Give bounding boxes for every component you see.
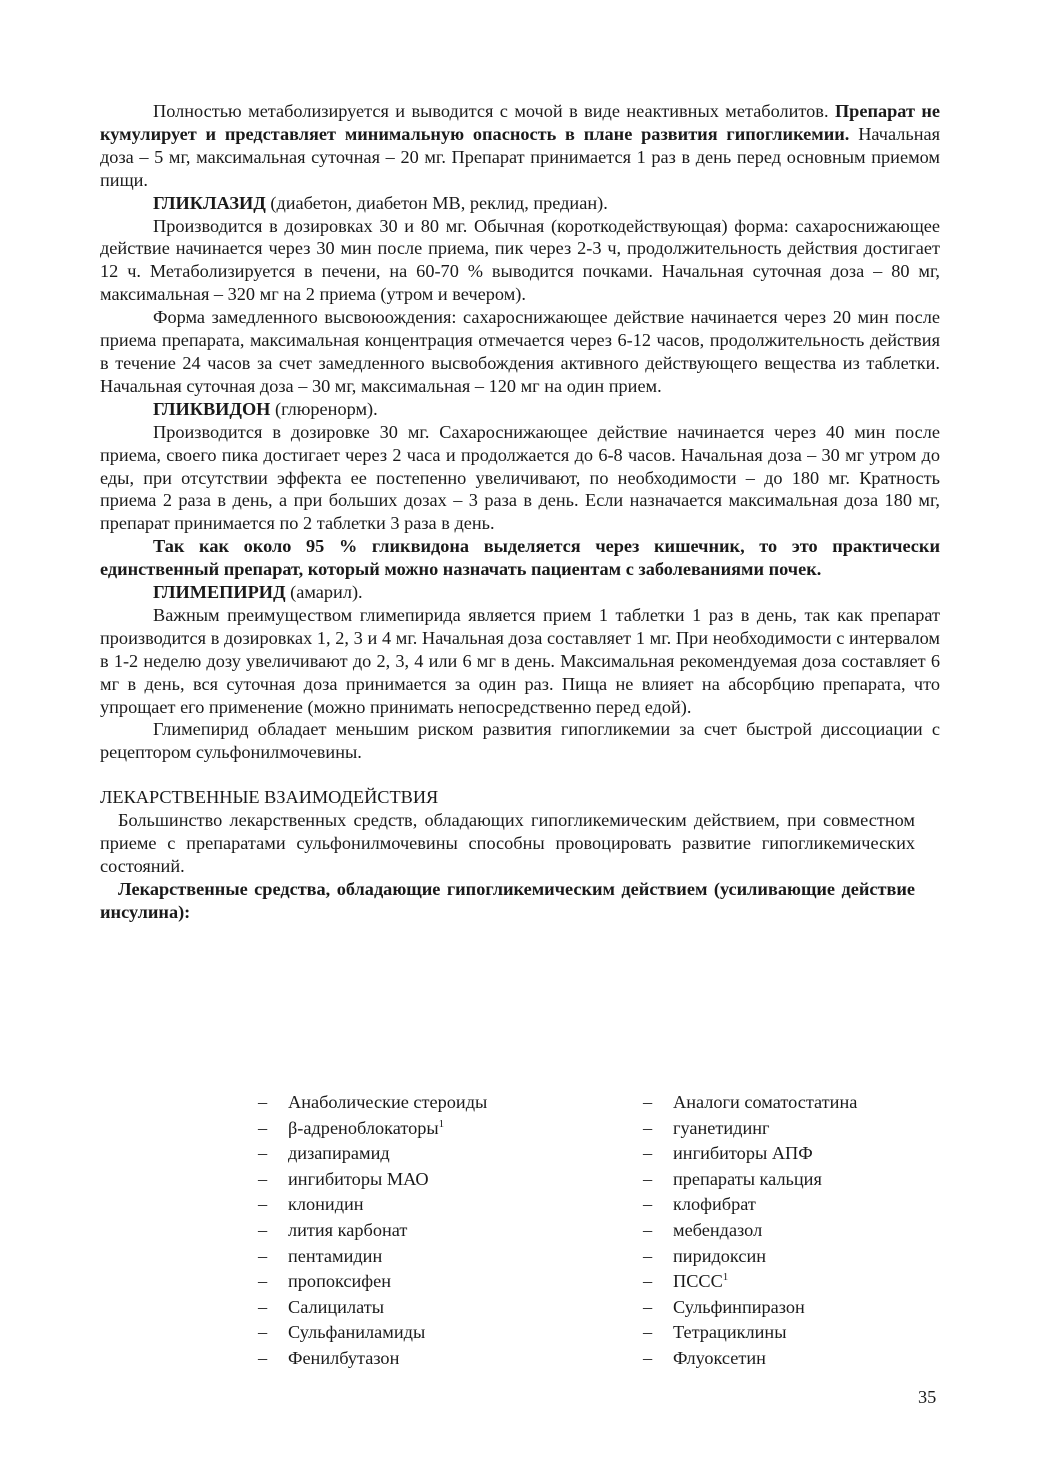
drug-list-item bbox=[643, 1244, 857, 1270]
list-dash: – bbox=[643, 1296, 653, 1317]
list-dash: – bbox=[643, 1271, 653, 1292]
drug-name: Флуоксетин bbox=[673, 1347, 766, 1368]
drug-name: ПССС bbox=[673, 1271, 723, 1292]
paragraph-gliquidone-dosage: Производится в дозировке 30 мг. Сахароснижающее действие начинается через 40 мин после приема, своего пика достигает через 2 часа и продолжается до 6-8 часов. Начальная доза – 30 мг утром до еды, при отсутствии эффекта ее постепенно увеличивают, по необходимости – до 180 мг. Кратность приема 2 раза в день, а при больших дозах – 3 раза в день. Если назначается максимальная доза 180 мг, препарат принимается по 2 таблетки 3 раза в день. bbox=[100, 421, 940, 534]
paragraph-gliclazide-mr: Форма замедленного высвоюождения: сахароснижающее действие начинается через 20 мин после приема препарата, максимальная концентрация отмечается через 6-12 часов, продолжительность действия в течение 24 часов за счет замедленного высвобождения активного действующего вещества из таблетки. Начальная суточная доза – 30 мг, максимальная – 120 мг на один прием. bbox=[100, 307, 940, 396]
paragraph-gliclazide-dosage: Производится в дозировках 30 и 80 мг. Обычная (короткодействующая) форма: сахароснижающее действие начинается через 30 мин после приема, пик через 2-3 ч, продолжительность действия достигает 12 ч. Метаболизируется в печени, на 60-70 % выводится почками. Начальная суточная доза – 80 мг, максимальная – 320 мг на 2 приема (утром и вечером). bbox=[100, 215, 940, 305]
drug-list-item bbox=[643, 1090, 857, 1116]
drug-list-item bbox=[643, 1218, 857, 1244]
drug-name: пропоксифен bbox=[288, 1271, 392, 1292]
list-dash: – bbox=[643, 1347, 653, 1368]
drug-list-item bbox=[258, 1116, 487, 1142]
gliquidone-heading bbox=[100, 398, 940, 421]
list-dash: – bbox=[258, 1143, 268, 1164]
drug-list-right bbox=[643, 1090, 857, 1372]
drug-list-item bbox=[643, 1269, 857, 1295]
metabolism-bold-text: Препарат не кумулирует и представляет минимальную опасность в плане развития гипогликемии. bbox=[100, 101, 940, 144]
glimepiride-heading bbox=[100, 581, 940, 604]
paragraph-metabolism bbox=[100, 100, 940, 192]
body-text bbox=[100, 100, 940, 924]
drug-list-item bbox=[258, 1269, 487, 1295]
dosage-text: Начальная доза – 5 мг, максимальная суточная – 20 мг. Препарат принимается 1 раз в день перед основным приемом пищи. bbox=[100, 123, 941, 190]
list-dash: – bbox=[258, 1296, 268, 1317]
drug-name: Аналоги соматостатина bbox=[673, 1092, 858, 1112]
list-dash: – bbox=[258, 1092, 268, 1112]
drug-name: пиридоксин bbox=[673, 1245, 767, 1266]
footnote-marker: 1 bbox=[722, 1271, 729, 1284]
drug-list-item bbox=[643, 1116, 857, 1142]
gliquidone-name: ГЛИКВИДОН bbox=[153, 398, 271, 419]
section-title-interactions: ЛЕКАРСТВЕННЫЕ ВЗАИМОДЕЙСТВИЯ bbox=[100, 787, 439, 808]
drug-name: Фенилбутазон bbox=[288, 1347, 400, 1368]
drug-list-item bbox=[643, 1295, 857, 1321]
footnote-marker: 1 bbox=[438, 1117, 445, 1130]
drug-list-item bbox=[258, 1090, 487, 1116]
paragraph-interactions: Большинство лекарственных средств, обладающих гипогликемическим действием, при совместном приеме с препаратами сульфонилмочевины способны провоцировать развитие гипогликемических состояний. bbox=[100, 810, 915, 876]
list-dash: – bbox=[643, 1168, 653, 1189]
list-dash: – bbox=[258, 1117, 268, 1138]
list-dash: – bbox=[258, 1194, 268, 1215]
glimepiride-aliases: (амарил). bbox=[285, 582, 363, 603]
glimepiride-name: ГЛИМЕПИРИД bbox=[153, 582, 286, 603]
paragraph-gliquidone-kidney bbox=[100, 535, 940, 581]
paragraph-hypoglycemic-heading bbox=[100, 878, 915, 924]
gliclazide-name: ГЛИКЛАЗИД bbox=[153, 192, 266, 213]
paragraph-glimepiride-dosage: Важным преимуществом глимепирида является прием 1 таблетки 1 раз в день, так как препарат производится в дозировках 1, 2, 3 и 4 мг. Начальная доза составляет 1 мг. При необходимости с интервалом в 1-2 неделю дозу увеличивают до 2, 3, 4 или 6 мг в день. Максимальная рекомендуемая доза составляет 6 мг в день, вся суточная доза принимается за один раз. Пища не влияет на абсорбцию препарата, что упрощает его применение (можно принимать непосредственно перед едой). bbox=[100, 604, 940, 717]
list-dash: – bbox=[643, 1245, 653, 1266]
drug-list-item bbox=[258, 1218, 487, 1244]
drug-list-item bbox=[643, 1346, 857, 1372]
gliclazide-heading bbox=[100, 192, 940, 215]
drug-name: Салицилаты bbox=[288, 1296, 384, 1317]
drug-name: лития карбонат bbox=[288, 1219, 408, 1240]
drug-name: гуанетидинг bbox=[673, 1117, 770, 1138]
drug-name: пентамидин bbox=[288, 1245, 383, 1266]
drug-name: Сульфаниламиды bbox=[288, 1322, 426, 1343]
metabolism-text: Полностью метаболизируется и выводится с мочой в виде неактивных метаболитов. bbox=[153, 101, 835, 121]
paragraph-glimepiride-risk: Глимепирид обладает меньшим риском развития гипогликемии за счет быстрой диссоциации с рецептором сульфонилмочевины. bbox=[100, 719, 940, 763]
list-dash: – bbox=[258, 1245, 268, 1266]
drug-list-item bbox=[258, 1167, 487, 1193]
list-dash: – bbox=[643, 1322, 653, 1343]
drug-name: ингибиторы МАО bbox=[288, 1168, 429, 1189]
hypoglycemic-heading-bold: Лекарственные средства, обладающие гипогликемическим действием (усиливающие действие инсулина): bbox=[100, 878, 915, 922]
list-dash: – bbox=[258, 1168, 268, 1189]
drug-name: препараты кальция bbox=[673, 1168, 822, 1189]
list-dash: – bbox=[643, 1117, 653, 1138]
list-dash: – bbox=[643, 1194, 653, 1215]
drug-list-item bbox=[258, 1295, 487, 1321]
list-dash: – bbox=[643, 1092, 653, 1112]
gliquidone-aliases: (глюренорм). bbox=[270, 398, 378, 419]
drug-list-item bbox=[643, 1141, 857, 1167]
drug-list-item bbox=[643, 1167, 857, 1193]
list-dash: – bbox=[258, 1219, 268, 1240]
drug-list-item bbox=[643, 1320, 857, 1346]
gliquidone-kidney-bold: Так как около 95 % гликвидона выделяется через кишечник, то это практически единственный препарат, который можно назначать пациентам с заболеваниями почек. bbox=[100, 536, 940, 580]
drug-name: Сульфинпиразон bbox=[673, 1296, 805, 1317]
drug-name: клофибрат bbox=[673, 1194, 756, 1215]
drug-name: мебендазол bbox=[673, 1219, 763, 1240]
list-dash: – bbox=[258, 1347, 268, 1368]
drug-name: дизапирамид bbox=[288, 1143, 390, 1164]
drug-list-item bbox=[258, 1320, 487, 1346]
list-dash: – bbox=[258, 1322, 268, 1343]
drug-name: ингибиторы АПФ bbox=[673, 1143, 813, 1164]
drug-name: клонидин bbox=[288, 1194, 364, 1215]
drug-list-left bbox=[258, 1090, 487, 1372]
page-number: 35 bbox=[918, 1387, 937, 1407]
list-dash: – bbox=[643, 1143, 653, 1164]
list-dash: – bbox=[643, 1219, 653, 1240]
list-dash: – bbox=[258, 1271, 268, 1292]
drug-list-item bbox=[258, 1141, 487, 1167]
drug-name: β-адреноблокаторы bbox=[288, 1117, 439, 1138]
drug-list-item bbox=[643, 1192, 857, 1218]
drug-list-item bbox=[258, 1192, 487, 1218]
drug-name: Анаболические стероиды bbox=[288, 1092, 488, 1112]
drug-list-item bbox=[258, 1346, 487, 1372]
drug-list-item bbox=[258, 1244, 487, 1270]
gliclazide-aliases: (диабетон, диабетон МВ, реклид, предиан). bbox=[265, 192, 608, 213]
drug-name: Тетрациклины bbox=[673, 1322, 787, 1343]
